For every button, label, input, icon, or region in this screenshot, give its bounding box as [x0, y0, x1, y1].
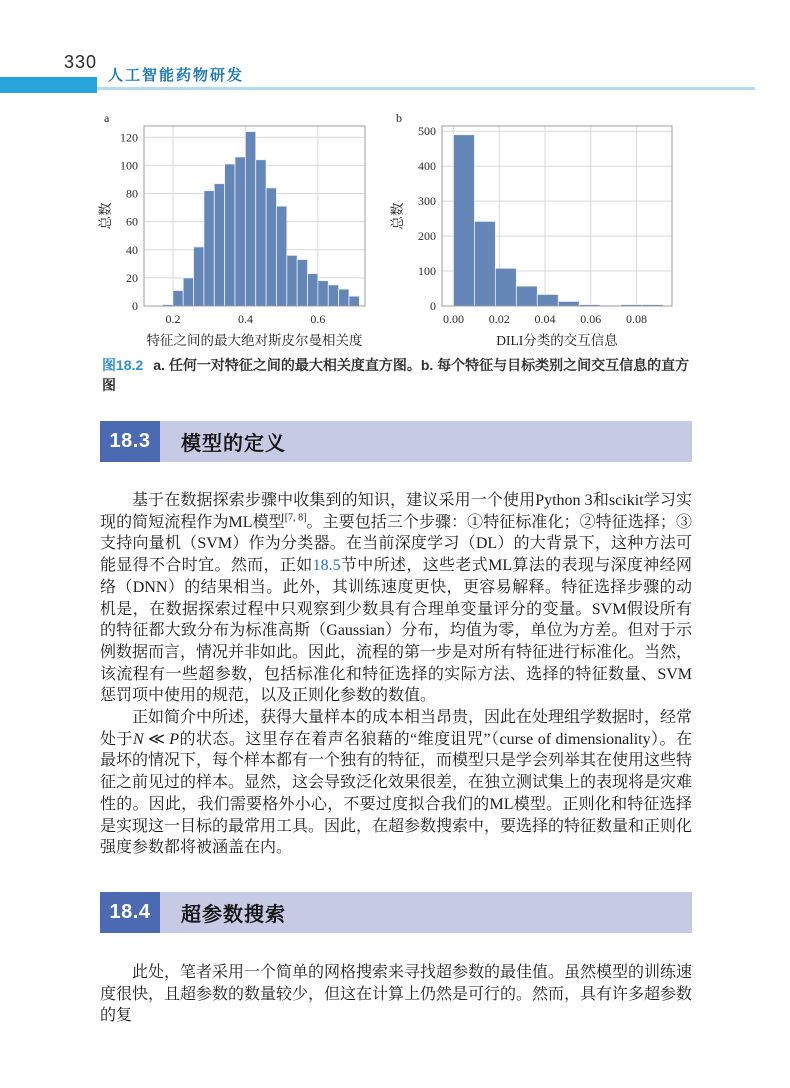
header-accent-bar	[0, 77, 97, 93]
svg-text:400: 400	[418, 159, 436, 174]
figure-caption-label: 图18.2	[102, 357, 144, 373]
svg-text:总数: 总数	[390, 202, 405, 230]
paragraph	[100, 490, 692, 707]
citation-ref: [7, 8]	[284, 512, 307, 524]
histogram-panel-b	[390, 110, 698, 350]
section-title: 超参数搜索	[181, 904, 286, 926]
paragraph	[100, 707, 692, 859]
section-number-badge: 18.3	[100, 421, 160, 462]
math-variable: P	[169, 730, 180, 748]
figure-caption	[102, 355, 702, 395]
svg-text:300: 300	[418, 194, 436, 209]
text-run: 正如简介中所述，获得大量样本的成本相当昂贵，因此在处理组学数据时，经常处于	[100, 709, 693, 748]
svg-text:40: 40	[126, 242, 138, 257]
running-head: 人工智能药物研发	[108, 67, 245, 84]
page-number: 330	[64, 52, 98, 72]
svg-text:0.4: 0.4	[237, 312, 253, 326]
svg-text:120: 120	[120, 130, 138, 145]
svg-text:100: 100	[418, 264, 436, 279]
body-text-block	[100, 490, 692, 859]
histogram-panel-a	[98, 110, 390, 350]
svg-text:特征之间的最大绝对斯皮尔曼相关度: 特征之间的最大绝对斯皮尔曼相关度	[146, 333, 363, 348]
svg-text:0.02: 0.02	[488, 312, 510, 326]
svg-text:DILI分类的交互信息: DILI分类的交互信息	[496, 333, 618, 348]
svg-text:0.06: 0.06	[580, 312, 602, 326]
svg-text:0.00: 0.00	[442, 312, 464, 326]
text-run: 此处，笔者采用一个简单的网格搜索来寻找超参数的最佳值。虽然模型的训练速度很快，且超参数的数量较少，但这在计算上仍然是可行的。然而，具有许多超参数的复	[100, 964, 693, 1025]
svg-text:0.08: 0.08	[626, 312, 648, 326]
svg-text:20: 20	[126, 270, 138, 285]
text-run: 。主要包括三个步骤：①特征标准化；②特征选择；③支持向量机（SVM）作为分类器。在当前深度学习（DL）的大背景下，这种方法可能显得不合时宜。然而，正如	[100, 513, 692, 575]
svg-text:0.6: 0.6	[310, 312, 326, 326]
svg-text:60: 60	[126, 214, 138, 229]
svg-text:0.2: 0.2	[165, 312, 181, 326]
svg-text:0.04: 0.04	[534, 312, 556, 326]
svg-text:a: a	[104, 111, 110, 125]
svg-text:0: 0	[430, 299, 436, 313]
section-heading-18-3	[100, 421, 692, 462]
figure-18-2	[98, 110, 702, 350]
text-run: 的状态。这里存在着声名狼藉的“维度诅咒”（curse of dimensionality）。在最坏的情况下，每个样本都有一个独有的特征，而模型只是学会列举其在使用这些特征之前见过的样本。显然，这会导致泛化效果很差，在独立测试集上的表现将是灾难性的。因此，我们需要格外小心，不要过度拟合我们的ML模型。正则化和特征选择是实现这一目标的最常用工具。因此，在超参数搜索中，要选择的特征数量和正则化强度参数都将被涵盖在内。	[100, 730, 693, 857]
text-run: ≪	[143, 730, 170, 748]
svg-text:100: 100	[120, 158, 138, 173]
math-variable: N	[132, 730, 144, 748]
text-run: 节中所述，这些老式ML算法的表现与深度神经网络（DNN）的结果相当。此外，其训练速度更快，更容易解释。特征选择步骤的动机是，在数据探索过程中只观察到少数具有合理单变量评分的变量。SVM假设所有的特征都大致分布为标准高斯（Gaussian）分布，均值为零，单位为方差。但对于示例数据而言，情况并非如此。因此，流程的第一步是对所有特征进行标准化。当然，该流程有一些超参数，包括标准化和特征选择的实际方法、选择的特征数量、SVM惩罚项中使用的规范，以及正则化参数的数值。	[100, 557, 693, 705]
svg-text:0: 0	[132, 299, 138, 313]
body-text-block	[100, 962, 692, 1027]
section-title: 模型的定义	[181, 433, 286, 455]
svg-text:总数: 总数	[98, 202, 113, 230]
svg-text:80: 80	[126, 186, 138, 201]
paragraph	[100, 962, 692, 1027]
section-ref-link[interactable]: 18.5	[312, 557, 341, 575]
header-rule	[97, 87, 755, 90]
section-heading-18-4	[100, 892, 692, 933]
svg-text:200: 200	[418, 229, 436, 244]
svg-text:500: 500	[418, 124, 436, 139]
svg-text:b: b	[396, 111, 402, 125]
text-run: 基于在数据探索步骤中收集到的知识，建议采用一个使用Python 3和scikit学习实现的简短流程作为ML模型	[100, 492, 692, 531]
figure-caption-text: a. 任何一对特征之间的最大相关度直方图。b. 每个特征与目标类别之间交互信息的直方图	[102, 357, 690, 393]
section-number-badge: 18.4	[100, 892, 160, 933]
